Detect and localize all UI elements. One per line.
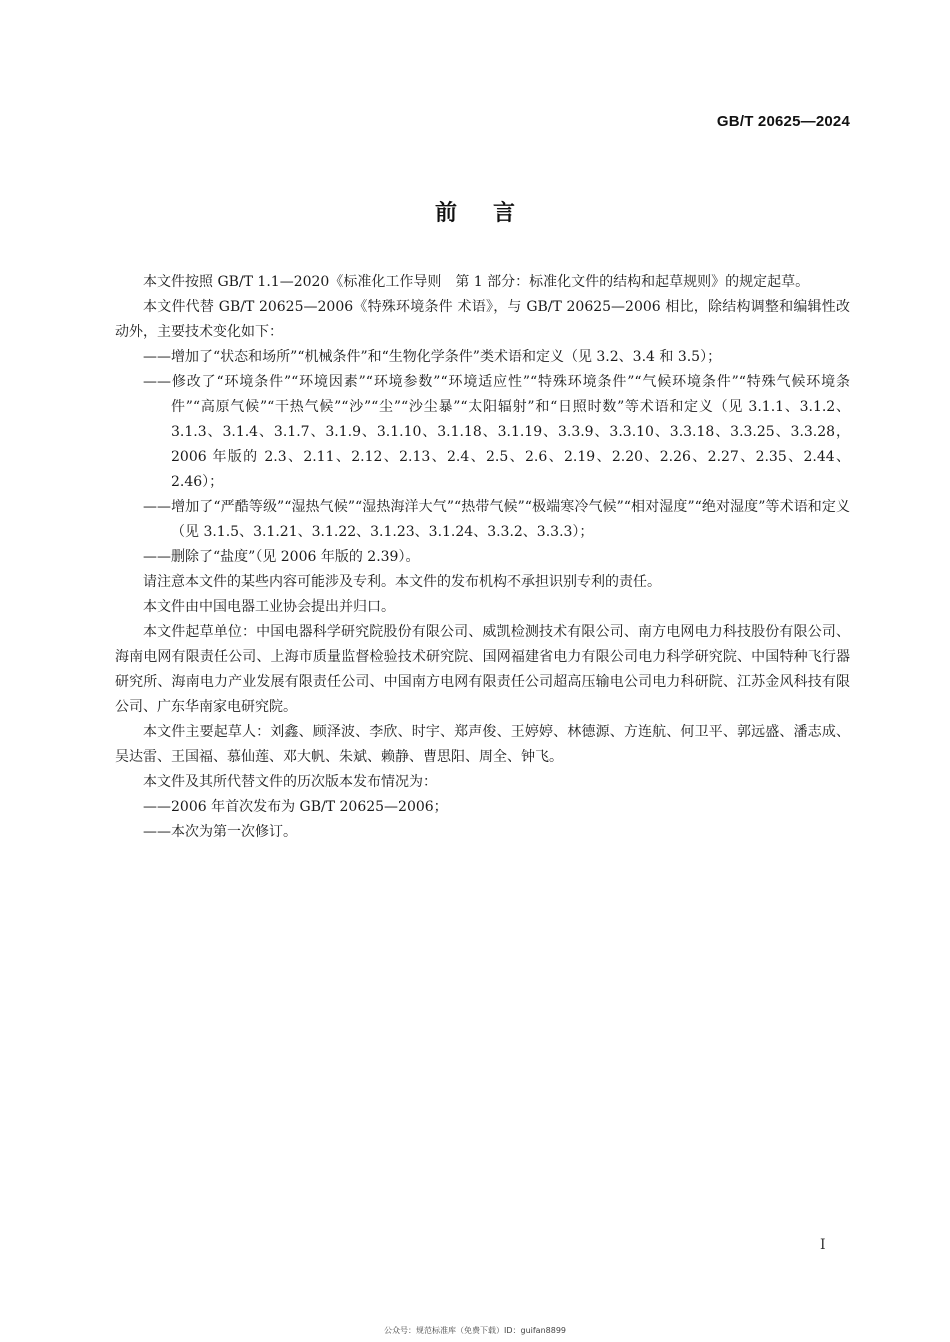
footer-note: 公众号：规范标准库（免费下载）ID：guifan8899 [383, 1326, 567, 1335]
history-item-2006: ——2006 年首次发布为 GB/T 20625—2006； [143, 799, 448, 815]
change-item-added-severity-terms: ——增加了“严酷等级”“湿热气候”“湿热海洋大气”“热带气候”“极端寒冷气候”“相对湿度”“绝对湿度”等术语和定义（见 3.1.5、3.1.21、3.1.22、3.1.23、3.1.24、3.3.2、3.3.3）； [143, 499, 850, 540]
document-body [115, 270, 850, 845]
change-item-modified-terms: ——修改了“环境条件”“环境因素”“环境参数”“环境适应性”“特殊环境条件”“气候环境条件”“特殊气候环境条件”“高原气候”“干热气候”“沙”“尘”“沙尘暴”“太阳辐射”和“日照时数”等术语和定义（见 3.1.1、3.1.2、3.1.3、3.1.4、3.1.7、3.1.9、3.1.10、3.1.18、3.1.19、3.3.9、3.3.10、3.3.18、3.3.25、3.3.28，2006 年版的 2.3、2.11、2.12、2.13、2.4、2.5、2.6、2.19、2.20、2.26、2.27、2.35、2.44、2.46）； [143, 374, 850, 490]
paragraph-drafting-rules: 本文件按照 GB/T 1.1—2020《标准化工作导则 第 1 部分：标准化文件的结构和起草规则》的规定起草。 [143, 274, 810, 290]
paragraph-proposer: 本文件由中国电器工业协会提出并归口。 [143, 599, 395, 615]
change-item-deleted-salinity: ——删除了“盐度”（见 2006 年版的 2.39）。 [143, 549, 420, 565]
paragraph-replaces: 本文件代替 GB/T 20625—2006《特殊环境条件 术语》，与 GB/T 20625—2006 相比，除结构调整和编辑性改动外，主要技术变化如下： [115, 299, 850, 340]
paragraph-drafters: 本文件主要起草人：刘鑫、顾泽波、李欣、时宇、郑声俊、王婷婷、林德源、方连航、何卫平、郭远盛、潘志成、吴达雷、王国福、慕仙莲、邓大帆、朱斌、赖静、曹思阳、周全、钟飞。 [115, 724, 850, 765]
paragraph-drafting-units: 本文件起草单位：中国电器科学研究院股份有限公司、威凯检测技术有限公司、南方电网电力科技股份有限公司、海南电网有限责任公司、上海市质量监督检验技术研究院、国网福建省电力有限公司电力科学研究院、中国特种飞行器研究所、海南电力产业发展有限责任公司、中国南方电网有限责任公司超高压输电公司电力科研院、江苏金风科技有限公司、广东华南家电研究院。 [115, 624, 850, 715]
paragraph-version-history: 本文件及其所代替文件的历次版本发布情况为： [143, 774, 437, 790]
page-title: 前言 [434, 201, 551, 226]
standard-number: GB/T 20625—2024 [716, 113, 850, 130]
paragraph-patent-notice: 请注意本文件的某些内容可能涉及专利。本文件的发布机构不承担识别专利的责任。 [143, 574, 661, 590]
history-item-first-revision: ——本次为第一次修订。 [143, 824, 297, 840]
change-item-added-terms: ——增加了“状态和场所”“机械条件”和“生物化学条件”类术语和定义（见 3.2、3.4 和 3.5）； [143, 349, 722, 365]
page-number: I [820, 1237, 826, 1253]
